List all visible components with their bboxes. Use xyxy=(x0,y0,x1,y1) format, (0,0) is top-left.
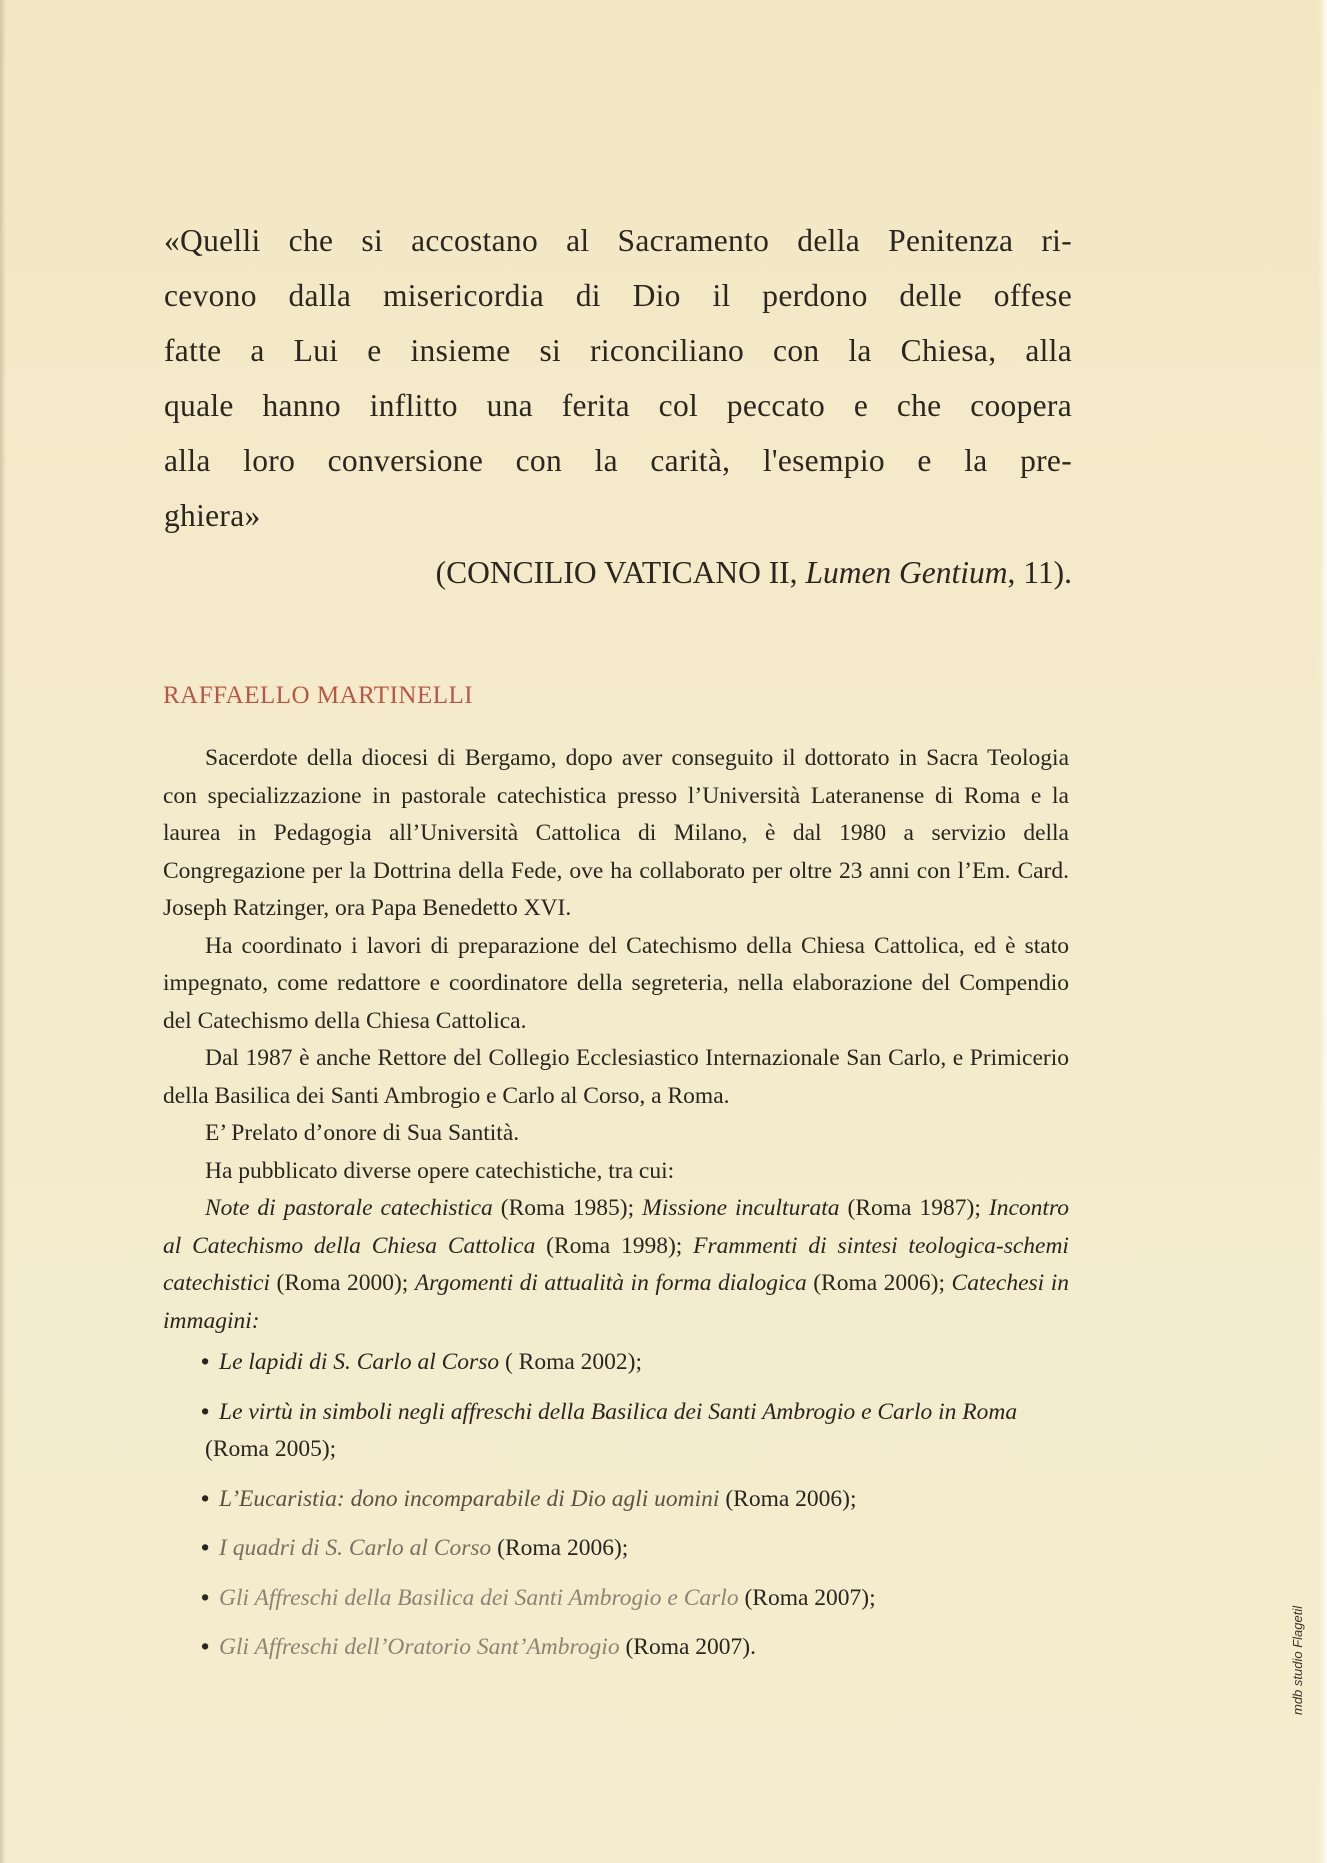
epigraph-citation xyxy=(360,545,1072,600)
epigraph-line: «Quelli che si accostano al Sacramento della Penitenza ri- xyxy=(164,223,1072,258)
citation-suffix: , 11). xyxy=(1007,555,1072,590)
bio-paragraph: Sacerdote della diocesi di Bergamo, dopo aver conseguito il dottorato in Sacra Teologia con specializzazione in pastorale catechistica presso l’Università Lateranense di Roma e la laurea in Pedagogia all’Università Cattolica di Milano, è dal 1980 a servizio della Congregazione per la Dottrina della Fede, ove ha collaborato per oltre 23 anni con l’Em. Card. Joseph Ratzinger, ora Papa Benedetto XVI. xyxy=(163,745,1069,921)
epigraph-line: fatte a Lui e insieme si riconciliano con la Chiesa, alla xyxy=(164,333,1072,368)
list-item xyxy=(163,1344,1069,1382)
author-biography xyxy=(163,740,1069,1679)
work-year: (Roma 1998); xyxy=(535,1232,694,1259)
page-edge-left xyxy=(0,0,6,1863)
work-title: Incontro al Catechismo della Chiesa Cattolica xyxy=(163,1195,1069,1259)
work-year: (Roma 2007); xyxy=(738,1584,876,1611)
work-year: ( Roma 2002); xyxy=(499,1349,643,1375)
bullet-icon: • xyxy=(201,1535,210,1561)
work-title: Note di pastorale catechistica xyxy=(205,1195,493,1221)
work-title: L’Eucaristia: dono incomparabile di Dio agli uomini xyxy=(219,1485,720,1512)
work-year: (Roma 2006); xyxy=(719,1485,857,1512)
list-item xyxy=(163,1481,1069,1519)
work-title: Argomenti di attualità in forma dialogica xyxy=(414,1270,807,1296)
catechesi-bullet-list xyxy=(163,1344,1069,1667)
epigraph-line: alla loro conversione con la carità, l'esempio e la pre- xyxy=(164,443,1072,478)
work-year: (Roma 2005); xyxy=(205,1436,337,1462)
list-item xyxy=(163,1580,1069,1618)
citation-title: Lumen Gentium xyxy=(805,555,1008,590)
list-item xyxy=(163,1530,1069,1568)
work-title: Catechesi in immagini: xyxy=(163,1270,1069,1334)
bullet-icon: • xyxy=(201,1634,210,1660)
works-list xyxy=(163,1190,1069,1340)
citation-prefix: (CONCILIO VATICANO II, xyxy=(435,555,806,590)
work-year: (Roma 2007). xyxy=(619,1634,756,1660)
epigraph-line: ghiera» xyxy=(164,498,261,533)
design-credit: mdb studio Flagetil xyxy=(1290,1605,1305,1715)
epigraph-line: cevono dalla misericordia di Dio il perdono delle offese xyxy=(164,278,1072,313)
bio-paragraph: Dal 1987 è anche Rettore del Collegio Ecclesiastico Internazionale San Carlo, e Primicerio della Basilica dei Santi Ambrogio e Carlo al Corso, a Roma. xyxy=(163,1045,1069,1109)
work-year: (Roma 2006); xyxy=(806,1270,952,1296)
bio-paragraph: E’ Prelato d’onore di Sua Santità. xyxy=(205,1120,520,1146)
work-year: (Roma 1985); xyxy=(492,1195,643,1221)
work-title: Gli Affreschi della Basilica dei Santi Ambrogio e Carlo xyxy=(219,1584,739,1611)
bio-paragraph: Ha coordinato i lavori di preparazione del Catechismo della Chiesa Cattolica, ed è stato impegnato, come redattore e coordinatore della segreteria, nella elaborazione del Compendio del Catechismo della Chiesa Cattolica. xyxy=(163,932,1069,1034)
page-edge-right xyxy=(1319,0,1327,1863)
work-title: Gli Affreschi dell’Oratorio Sant’Ambrogio xyxy=(219,1634,620,1660)
bullet-icon: • xyxy=(201,1584,210,1611)
bullet-icon: • xyxy=(201,1349,210,1375)
epigraph-line: quale hanno inflitto una ferita col peccato e che coopera xyxy=(164,388,1072,423)
epigraph-quote xyxy=(164,213,1072,543)
bullet-icon: • xyxy=(201,1485,210,1512)
author-name: RAFFAELLO MARTINELLI xyxy=(163,682,474,709)
list-item xyxy=(163,1629,1069,1667)
work-title: Frammenti di sintesi teologica-schemi catechistici xyxy=(163,1232,1069,1296)
work-title: I quadri di S. Carlo al Corso xyxy=(219,1535,492,1561)
list-item xyxy=(163,1394,1069,1469)
bio-paragraph: Ha pubblicato diverse opere catechistiche, tra cui: xyxy=(205,1157,675,1184)
work-title: Le lapidi di S. Carlo al Corso xyxy=(219,1349,500,1375)
work-title: Missione inculturata xyxy=(642,1195,840,1221)
bullet-icon: • xyxy=(201,1398,210,1425)
work-year: (Roma 2000); xyxy=(270,1270,415,1296)
work-year: (Roma 2006); xyxy=(491,1535,629,1561)
work-title: Le virtù in simboli negli affreschi della Basilica dei Santi Ambrogio e Carlo in Roma xyxy=(219,1398,1018,1425)
work-year: (Roma 1987); xyxy=(839,1195,989,1221)
